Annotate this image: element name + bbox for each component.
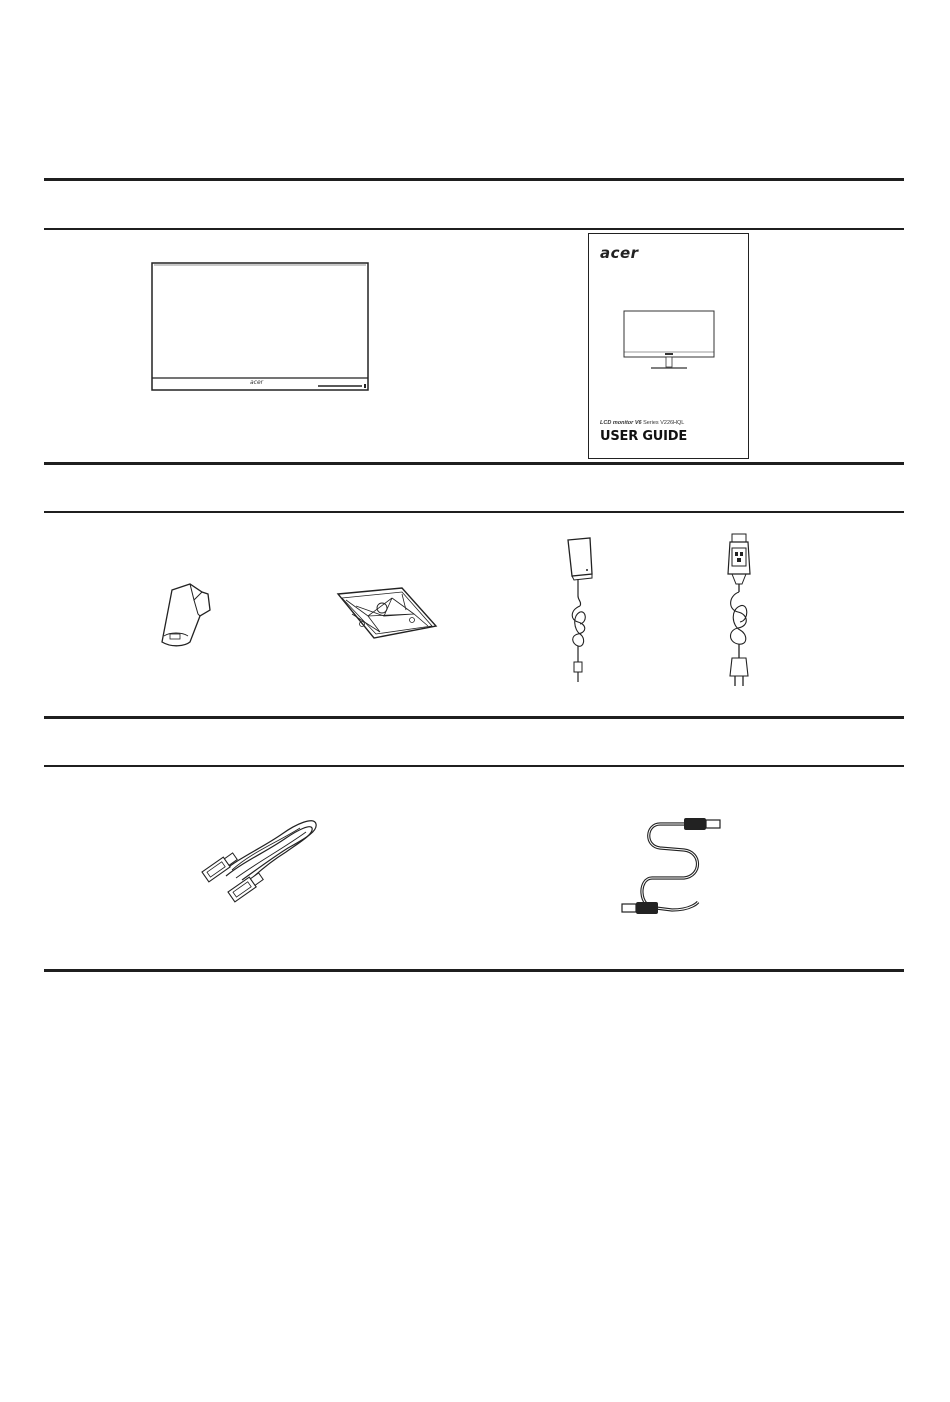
stand-arm-illustration: [150, 580, 220, 652]
power-cord-illustration: [720, 530, 760, 690]
base-plate-illustration: [332, 586, 440, 640]
hdmi-cable-illustration: [612, 810, 732, 922]
user-guide-subtitle: [600, 420, 684, 426]
stand-arm-icon: [150, 580, 220, 652]
user-guide-product-line: LCD monitor V6: [600, 420, 642, 426]
user-guide-monitor-icon: [623, 310, 715, 372]
base-plate-icon: [332, 586, 440, 640]
row-2-bottom-rule: [44, 716, 904, 719]
table-top-rule: [44, 178, 904, 181]
ac-adapter-icon: [560, 536, 600, 684]
vga-cable-icon: [192, 812, 322, 912]
monitor-illustration: [150, 262, 370, 392]
table-bottom-rule: [44, 969, 904, 972]
row-2-header-rule: [44, 511, 904, 513]
row-3-header-rule: [44, 765, 904, 767]
hdmi-cable-icon: [612, 810, 732, 922]
ac-adapter-illustration: [560, 536, 600, 684]
user-guide-brand-logo: acer: [600, 244, 639, 262]
vga-cable-illustration: [192, 812, 322, 912]
row-1-bottom-rule: [44, 462, 904, 465]
user-guide-series: Series V226HQL: [643, 420, 685, 426]
row-1-header-rule: [44, 228, 904, 230]
user-guide-title: USER GUIDE: [600, 429, 688, 444]
user-guide-booklet: [588, 233, 749, 459]
monitor-bezel-logo: acer: [250, 379, 264, 386]
monitor-icon: [150, 262, 370, 392]
power-cord-icon: [720, 530, 760, 690]
